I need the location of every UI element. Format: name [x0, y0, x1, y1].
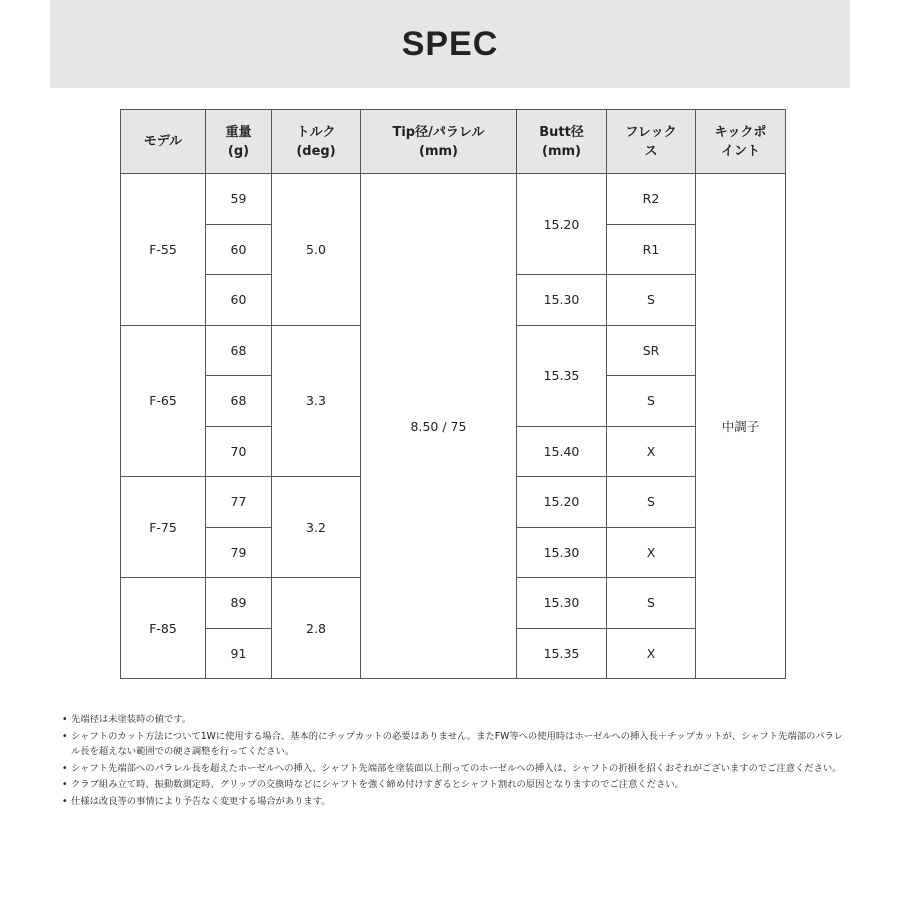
note-text: クラブ組み立て時、振動数測定時、グリップの交換時などにシャフトを強く締め付けすぎるとシャフト割れの原因となりますのでご注意ください。 — [71, 779, 684, 790]
notes-list — [62, 712, 847, 810]
flex-cell: R1 — [607, 224, 696, 275]
page-title: SPEC — [401, 24, 499, 63]
bullet-icon: • — [62, 730, 68, 742]
torque-cell: 5.0 — [272, 174, 361, 326]
flex-cell: S — [607, 376, 696, 427]
weight-cell: 68 — [206, 325, 272, 376]
note-item — [62, 712, 847, 728]
header-butt: Butt径 (mm) — [517, 110, 607, 174]
weight-cell: 79 — [206, 527, 272, 578]
bullet-icon: • — [62, 779, 68, 790]
flex-cell: S — [607, 578, 696, 629]
butt-cell: 15.40 — [517, 426, 607, 477]
weight-cell: 59 — [206, 174, 272, 225]
bullet-icon: • — [62, 714, 68, 725]
model-cell: F-75 — [121, 477, 206, 578]
flex-cell: X — [607, 426, 696, 477]
weight-cell: 70 — [206, 426, 272, 477]
flex-cell: R2 — [607, 174, 696, 225]
flex-cell: S — [607, 477, 696, 528]
header-model: モデル — [121, 110, 206, 174]
header-weight: 重量 (g) — [206, 110, 272, 174]
note-text: 仕様は改良等の事情により予告なく変更する場合があります。 — [71, 795, 331, 807]
model-cell: F-65 — [121, 325, 206, 477]
butt-cell: 15.20 — [517, 477, 607, 528]
tip-cell: 8.50 / 75 — [361, 174, 517, 679]
note-item — [62, 729, 847, 760]
weight-cell: 60 — [206, 224, 272, 275]
flex-cell: S — [607, 275, 696, 326]
flex-cell: X — [607, 527, 696, 578]
note-item — [62, 777, 847, 793]
note-text: シャフト先端部へのパラレル長を超えたホーゼルへの挿入、シャフト先端部を塗装面以上削ってのホーゼルへの挿入は、シャフトの折損を招くおそれがございますのでご注意ください。 — [71, 762, 842, 774]
model-cell: F-55 — [121, 174, 206, 326]
torque-cell: 3.3 — [272, 325, 361, 477]
note-text: 先端径は未塗装時の値です。 — [71, 714, 192, 725]
butt-cell: 15.30 — [517, 275, 607, 326]
bullet-icon: • — [62, 795, 68, 807]
torque-cell: 3.2 — [272, 477, 361, 578]
bullet-icon: • — [62, 762, 68, 774]
butt-cell: 15.35 — [517, 628, 607, 679]
butt-cell: 15.30 — [517, 527, 607, 578]
note-item — [62, 794, 847, 810]
header-kick-point: キックポ イント — [696, 110, 786, 174]
header-tip: Tip径/パラレル (mm) — [361, 110, 517, 174]
header-flex: フレック ス — [607, 110, 696, 174]
weight-cell: 68 — [206, 376, 272, 427]
spec-banner — [50, 0, 850, 88]
butt-cell: 15.20 — [517, 174, 607, 275]
torque-cell: 2.8 — [272, 578, 361, 679]
flex-cell: SR — [607, 325, 696, 376]
note-text: シャフトのカット方法について1Wに使用する場合、基本的にチップカットの必要はありません。またFW等への使用時はホーゼルへの挿入長＋チップカットが、シャフト先端部のパラレル長を超えない範囲での硬さ調整を行ってください。 — [71, 730, 844, 757]
table-row — [121, 174, 786, 225]
weight-cell: 91 — [206, 628, 272, 679]
weight-cell: 77 — [206, 477, 272, 528]
model-cell: F-85 — [121, 578, 206, 679]
table-header-row — [121, 110, 786, 174]
weight-cell: 89 — [206, 578, 272, 629]
header-torque: トルク (deg) — [272, 110, 361, 174]
flex-cell: X — [607, 628, 696, 679]
note-item — [62, 761, 847, 777]
butt-cell: 15.30 — [517, 578, 607, 629]
weight-cell: 60 — [206, 275, 272, 326]
butt-cell: 15.35 — [517, 325, 607, 426]
spec-table — [120, 109, 786, 679]
kick-point-cell: 中調子 — [696, 174, 786, 679]
